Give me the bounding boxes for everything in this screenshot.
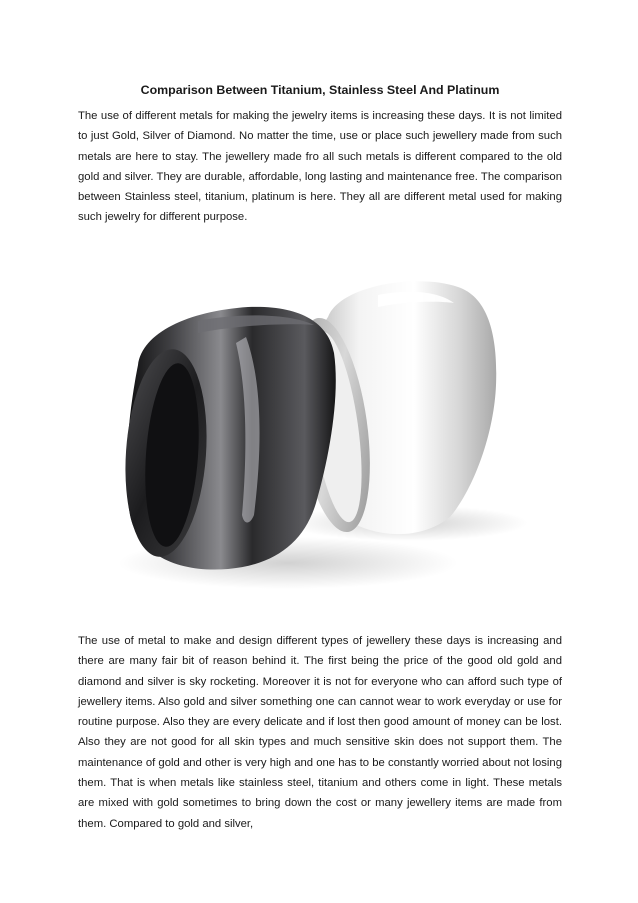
document-title: Comparison Between Titanium, Stainless Steel And Platinum <box>140 83 500 97</box>
intro-paragraph: The use of different metals for making the jewelry items is increasing these days. It is not limited to just Gold, Silver of Diamond. No matter the time, use or place such jewellery made from such metals are here to stay. The jewellery made fro all such metals is different compared to the old gold and silver. They are durable, affordable, long lasting and maintenance free. The comparison between Stainless steel, titanium, platinum is here. They all are different metal used for making such jewelry for different purpose. <box>78 110 562 224</box>
rings-photo <box>78 225 562 615</box>
titanium-ring <box>119 307 336 570</box>
body-paragraph: The use of metal to make and design different types of jewellery these days is increasing and there are many fair bit of reason behind it. The first being the price of the good old gold and diamond and silver is sky rocketing. Moreover it is not for everyone who can afford such type of jewellery items. Also gold and silver something one can cannot wear to work everyday or use for routine purpose. Also they are every delicate and if lost then good amount of money can be lost. Also they are not good for all skin types and much sensitive skin does not support them. The maintenance of gold and other is very high and one has to be constantly worried about not losing them. That is when metals like stainless steel, titanium and others come in light. These metals are mixed with gold sometimes to bring down the cost or many jewellery items are made from them. Compared to gold and silver, <box>78 635 562 830</box>
